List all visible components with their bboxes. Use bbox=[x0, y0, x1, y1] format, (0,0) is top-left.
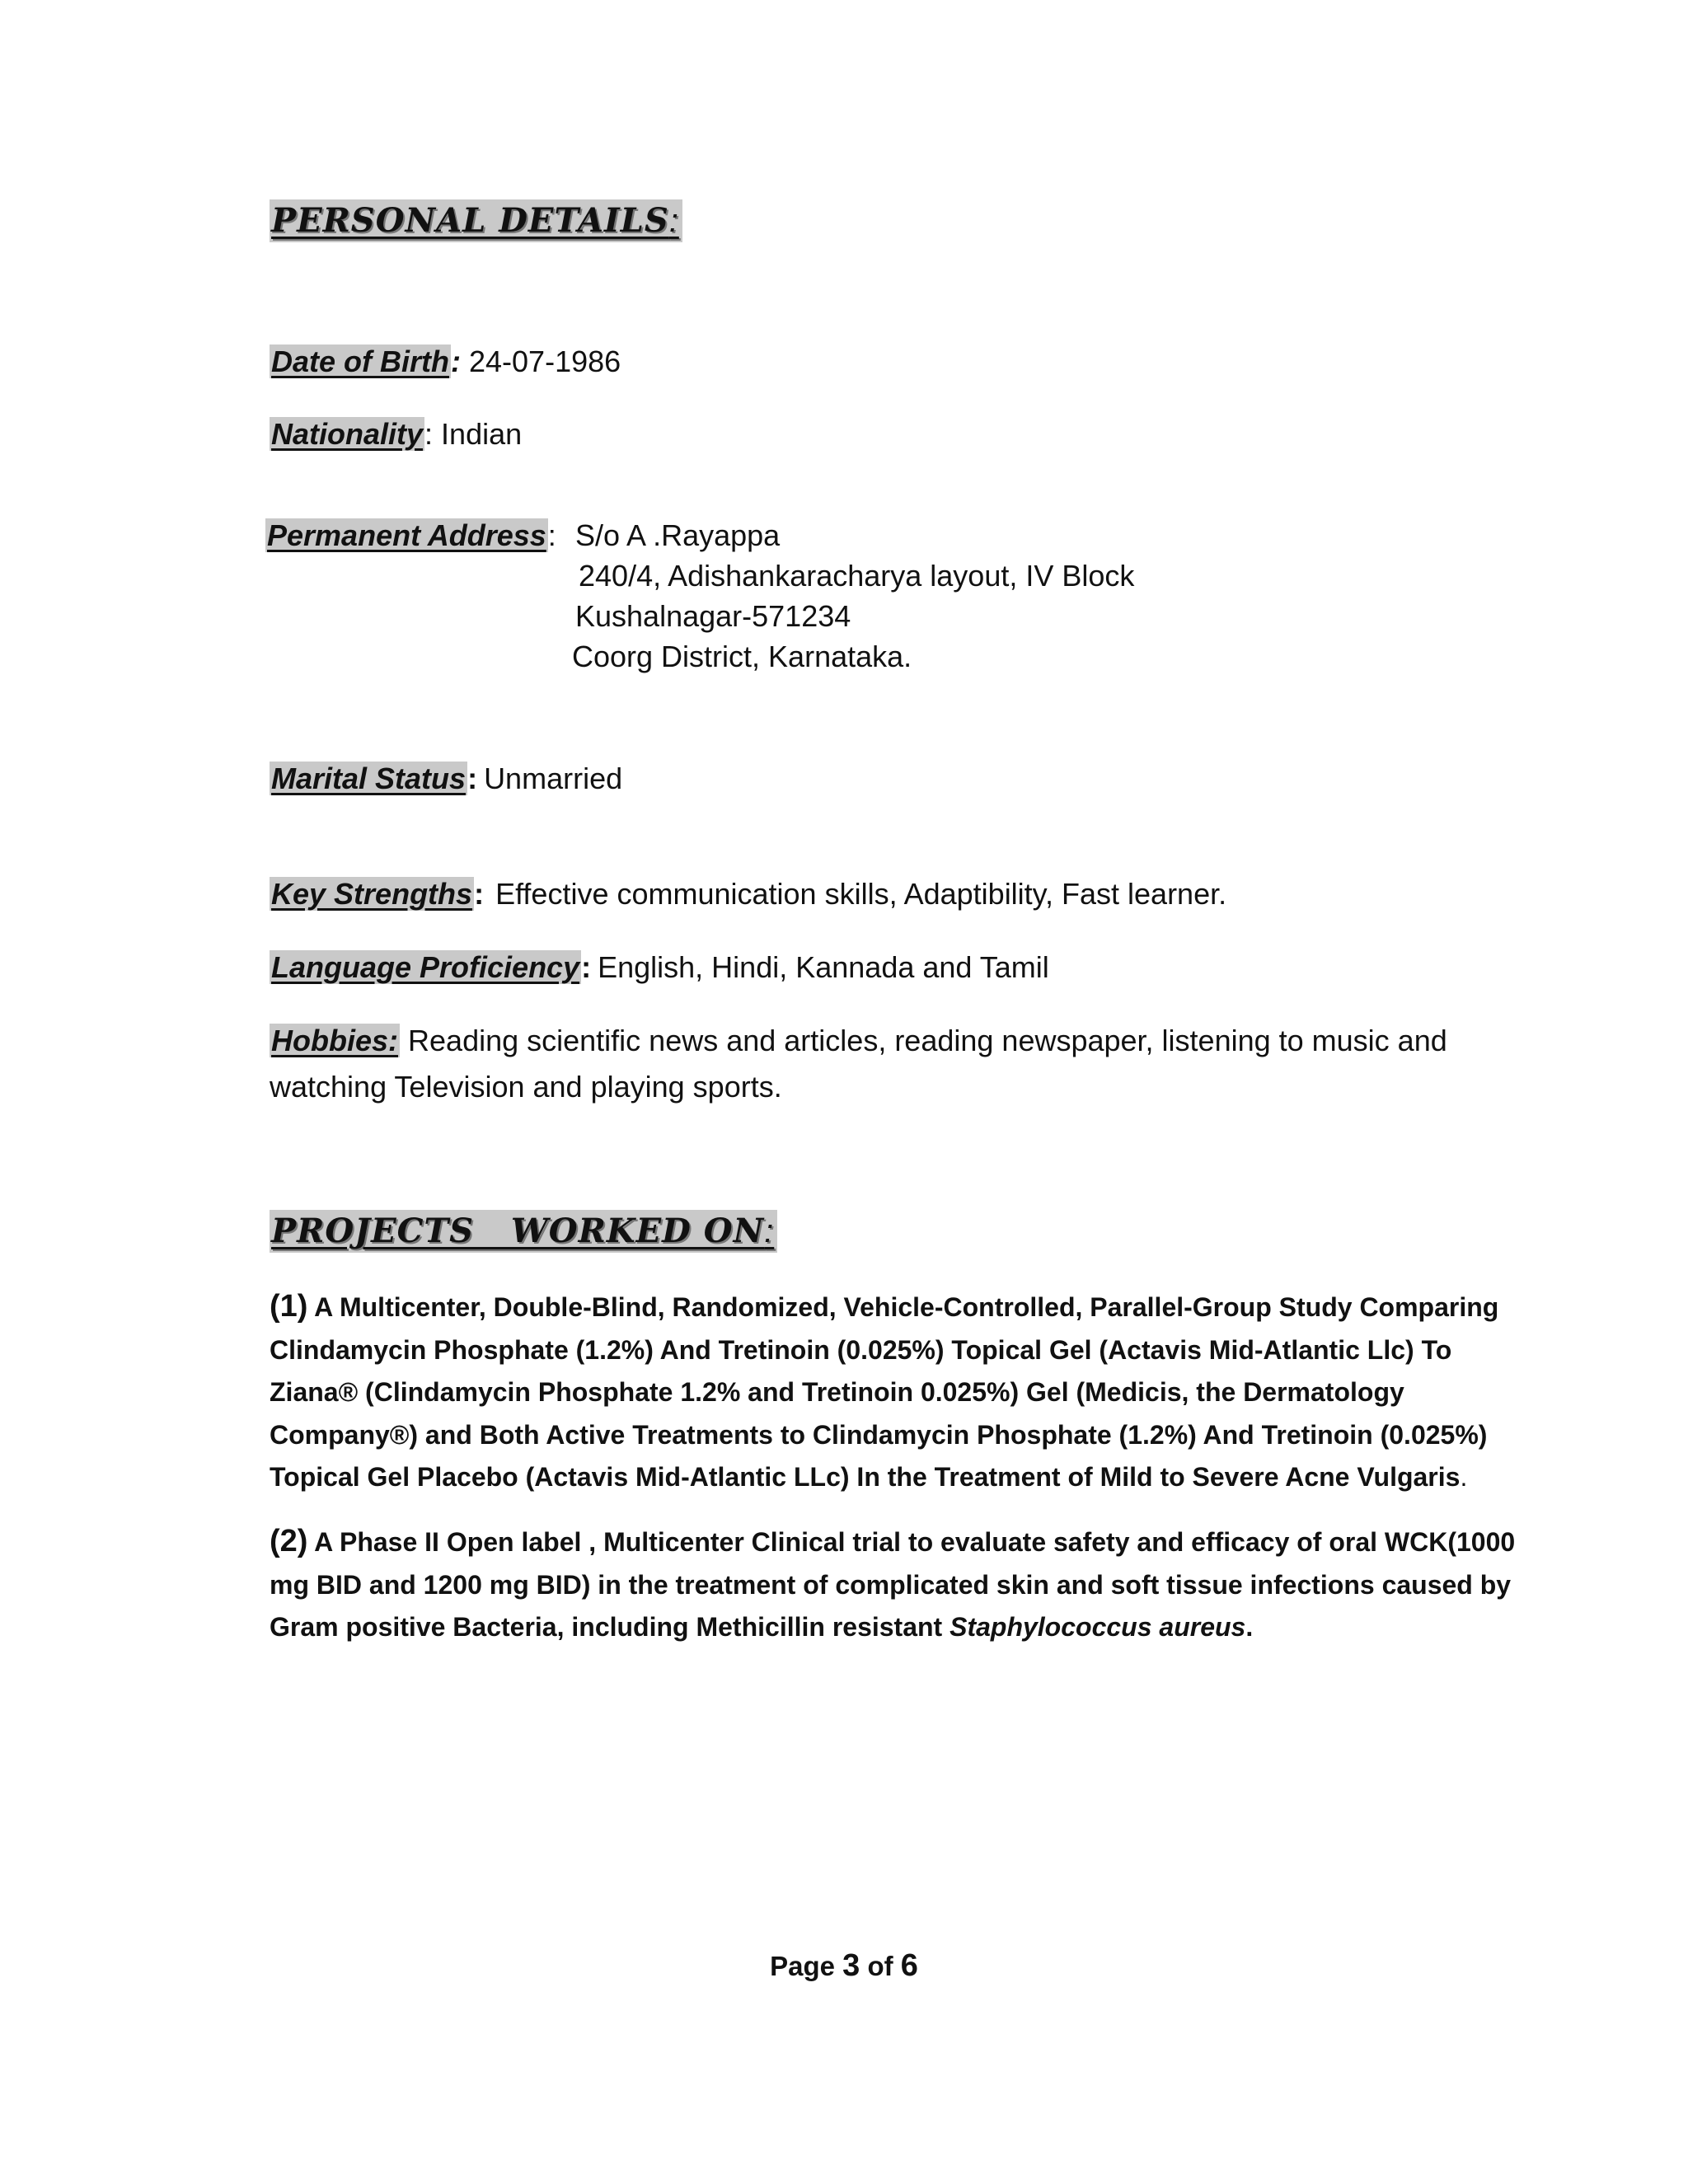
nationality-label: Nationality bbox=[271, 417, 424, 451]
key-strengths-colon: : bbox=[474, 877, 485, 911]
languages-label: Language Proficiency bbox=[271, 950, 580, 984]
project-tail: . bbox=[1460, 1462, 1468, 1492]
key-strengths-row bbox=[270, 874, 1226, 915]
nationality-row bbox=[270, 414, 522, 455]
project-number: (2) bbox=[270, 1524, 308, 1558]
project-tail: . bbox=[1245, 1612, 1254, 1642]
projects-heading bbox=[270, 1210, 777, 1253]
project-organism: Staphylococcus aureus bbox=[950, 1612, 1246, 1642]
dob-colon: : bbox=[451, 344, 461, 378]
address-colon: : bbox=[547, 518, 556, 552]
dob-row bbox=[270, 341, 621, 382]
projects-heading-text: PROJECTS WORKED ON bbox=[271, 1212, 765, 1250]
current-page-number: 3 bbox=[842, 1948, 860, 1983]
project-number: (1) bbox=[270, 1289, 308, 1324]
heading-colon: : bbox=[668, 203, 679, 239]
project-item bbox=[270, 1521, 1531, 1649]
key-strengths-value: Effective communication skills, Adaptibility, Fast learner. bbox=[495, 877, 1227, 911]
address-line: Coorg District, Karnataka. bbox=[572, 640, 912, 673]
marital-status-colon: : bbox=[467, 762, 478, 795]
address-line: 240/4, Adishankaracharya layout, IV Block bbox=[579, 559, 1135, 593]
nationality-value: Indian bbox=[441, 417, 523, 451]
project-title: A Phase II Open label , Multicenter Clinical trial to evaluate safety and efficacy of oral WCK(1000 mg BID and 1200 mg BID) in the treatment of complicated skin and soft tissue infections caused by Gram positive Bacteria, including Methicillin resistant bbox=[270, 1527, 1516, 1642]
address-lines bbox=[572, 515, 1135, 677]
hobbies-label: Hobbies: bbox=[271, 1024, 399, 1057]
project-title: A Multicenter, Double-Blind, Randomized, Vehicle-Controlled, Parallel-Group Study Comparing Clindamycin Phosphate (1.2%) And Tretinoin (0.025%) Topical Gel (Actavis Mid-Atlantic Llc) To Ziana® (Clindamycin Phosphate 1.2% and Tretinoin 0.025%) Gel (Medicis, the Dermatology Company®) and Both Active Treatments to Clindamycin Phosphate (1.2%) And Tretinoin (0.025%) Topical Gel Placebo (Actavis Mid-Atlantic LLc) In the Treatment of Mild to Severe Acne Vulgaris bbox=[270, 1292, 1499, 1492]
heading-colon: : bbox=[764, 1213, 775, 1249]
hobbies-value: Reading scientific news and articles, reading newspaper, listening to music and watching Television and playing sports. bbox=[270, 1024, 1447, 1104]
page-footer bbox=[0, 1947, 1688, 1985]
languages-colon: : bbox=[581, 950, 592, 984]
languages-value: English, Hindi, Kannada and Tamil bbox=[598, 950, 1049, 984]
marital-status-value: Unmarried bbox=[484, 762, 623, 795]
languages-row bbox=[270, 947, 1049, 988]
key-strengths-label: Key Strengths bbox=[271, 877, 473, 911]
personal-details-heading-text: PERSONAL DETAILS bbox=[271, 201, 669, 240]
address-row bbox=[265, 515, 556, 556]
project-item bbox=[270, 1286, 1531, 1499]
marital-status-row bbox=[270, 758, 622, 799]
dob-value: 24-07-1986 bbox=[469, 344, 621, 378]
footer-prefix: Page bbox=[770, 1951, 835, 1981]
address-line: Kushalnagar-571234 bbox=[575, 599, 851, 633]
footer-of: of bbox=[867, 1951, 893, 1981]
nationality-colon: : bbox=[424, 417, 434, 451]
address-line: S/o A .Rayappa bbox=[575, 518, 781, 552]
dob-label: Date of Birth bbox=[271, 344, 449, 378]
marital-status-label: Marital Status bbox=[271, 762, 467, 795]
address-label: Permanent Address bbox=[267, 518, 546, 552]
total-pages: 6 bbox=[900, 1948, 918, 1983]
personal-details-heading bbox=[270, 199, 682, 242]
hobbies-row bbox=[270, 1018, 1522, 1110]
